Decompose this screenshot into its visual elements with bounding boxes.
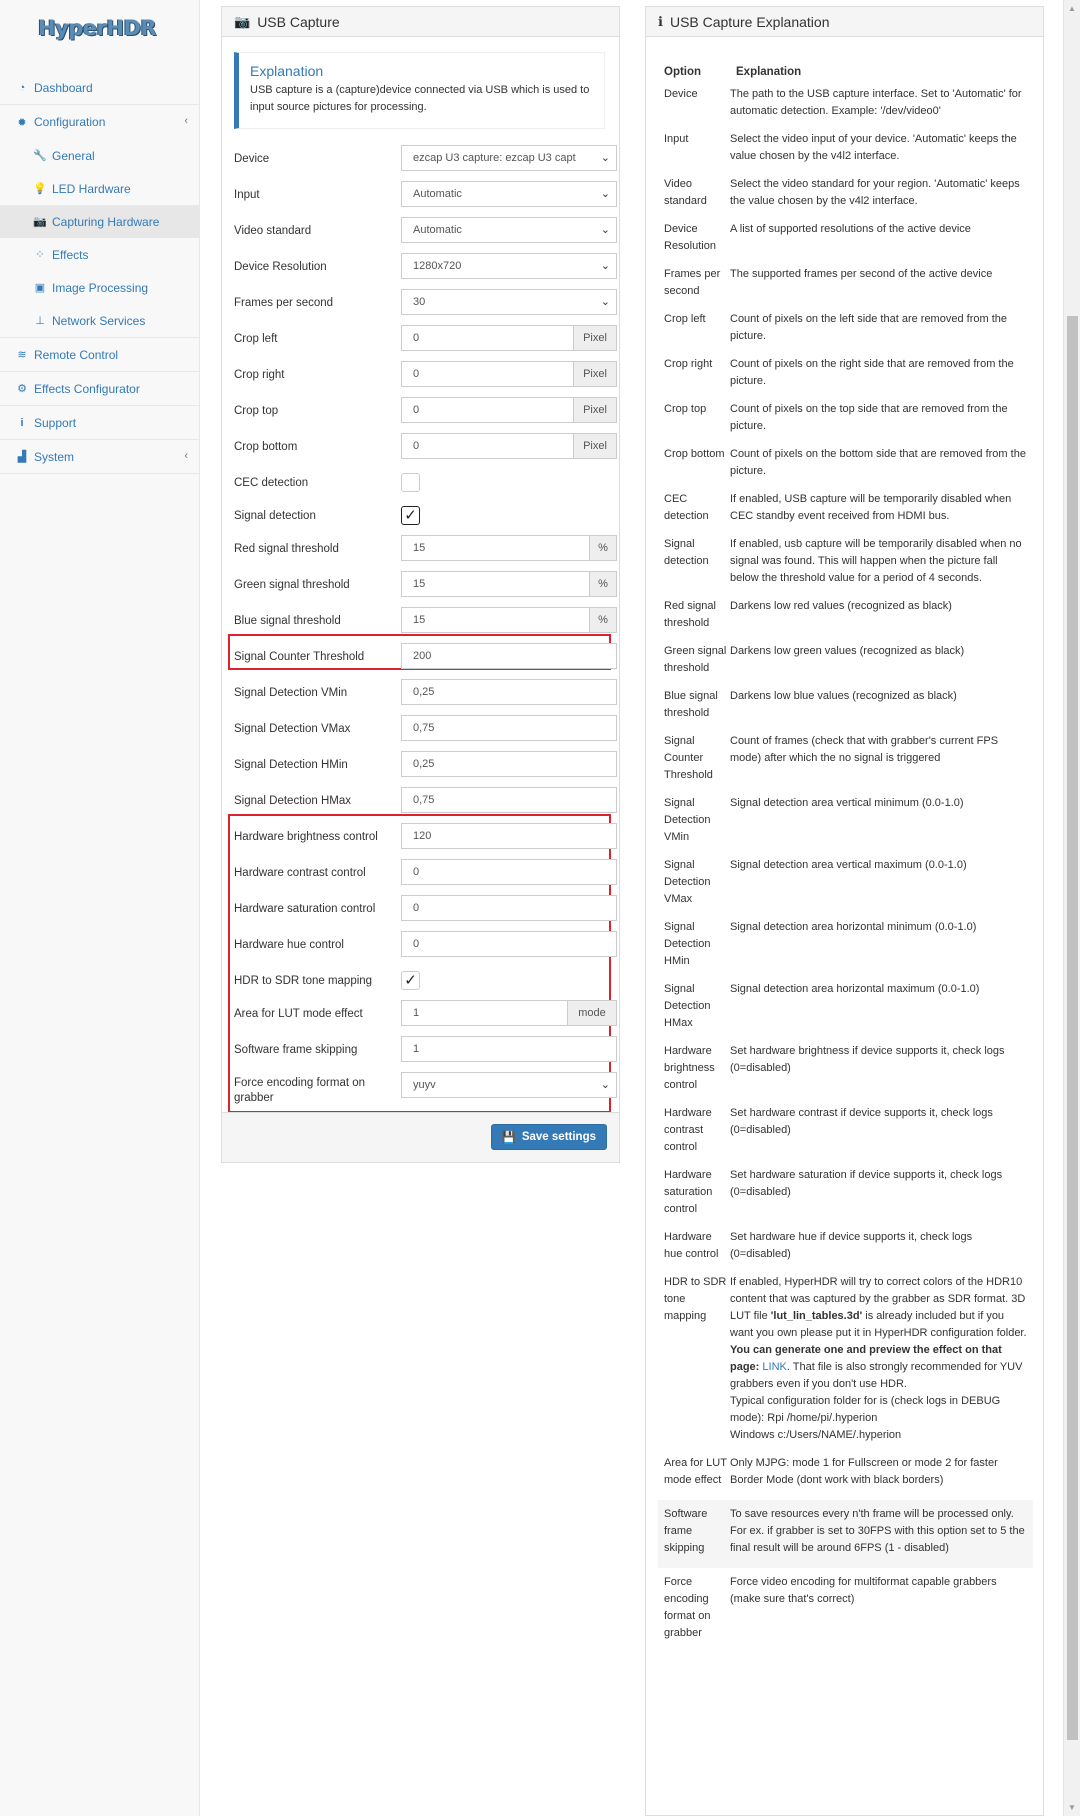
- fps-select[interactable]: [401, 289, 617, 315]
- video-standard-select[interactable]: [401, 217, 617, 243]
- sidebar-item-label: Network Services: [52, 313, 146, 328]
- option-cell: Crop right: [664, 358, 713, 370]
- chevron-down-icon: ⌄: [600, 224, 610, 236]
- sidebar-item-capturing-hardware[interactable]: [0, 205, 200, 238]
- camera-icon: 📷: [234, 13, 251, 29]
- option-cell: Signal Detection VMax: [664, 859, 711, 905]
- image-icon: ▣: [34, 282, 46, 294]
- sidebar-item-label: Effects Configurator: [34, 381, 140, 396]
- configuration-submenu: [0, 139, 200, 338]
- sidebar-item-general[interactable]: [0, 139, 200, 172]
- table-row: [658, 536, 1033, 598]
- explanation-cell: The path to the USB capture interface. Set to 'Automatic' for automatic detection. Example: '/dev/video0': [730, 88, 1022, 117]
- table-row: [658, 131, 1033, 176]
- signal-counter-row: [234, 643, 605, 671]
- table-row: [658, 1568, 1033, 1653]
- table-row: [658, 688, 1033, 733]
- device-select[interactable]: [401, 145, 617, 171]
- crop-right-row: [234, 361, 605, 389]
- chevron-left-icon: ‹: [184, 450, 188, 462]
- callout-text: USB capture is a (capture)device connected via USB which is used to input source pictures for processing.: [250, 84, 590, 113]
- explanation-cell: To save resources every n'th frame will be processed only. For ex. if grabber is set to 30FPS with this option set to 5 the final result will be around 6FPS (1 - disabled): [730, 1500, 1033, 1568]
- red-threshold-input[interactable]: 15: [401, 535, 590, 561]
- explanation-text: Typical configuration folder for is (check logs in DEBUG mode): Rpi /home/pi/.hyperion: [730, 1395, 1001, 1424]
- sidebar-item-configuration[interactable]: [0, 105, 200, 139]
- table-row: [658, 1455, 1033, 1500]
- explanation-cell: Signal detection area horizontal minimum (0.0-1.0): [730, 921, 977, 933]
- option-cell: Input: [664, 133, 689, 145]
- vmax-row: [234, 715, 605, 743]
- vmin-label: Signal Detection VMin: [234, 687, 348, 699]
- table-row: [658, 1167, 1033, 1229]
- lut-area-label: Area for LUT mode effect: [234, 1008, 363, 1020]
- sidebar-item-label: Configuration: [34, 115, 106, 129]
- explanation-cell: A list of supported resolutions of the active device: [730, 223, 971, 235]
- sidebar-item-network-services[interactable]: [0, 304, 200, 337]
- unit-addon: Pixel: [574, 397, 617, 423]
- explanation-cell: Count of frames (check that with grabber's current FPS mode) after which the no signal is triggered: [730, 735, 999, 764]
- input-label: Input: [234, 189, 260, 201]
- explanation-cell: Darkens low green values (recognized as black): [730, 645, 965, 657]
- red-threshold-row: [234, 535, 608, 563]
- option-cell: Crop top: [664, 403, 707, 415]
- frame-skip-row: [234, 1036, 605, 1064]
- option-cell: Signal Detection HMax: [664, 983, 711, 1029]
- option-cell: Signal detection: [664, 538, 709, 567]
- sidebar-item-support[interactable]: [0, 406, 200, 440]
- explanation-cell: Signal detection area vertical minimum (0.0-1.0): [730, 797, 964, 809]
- table-row: [658, 1274, 1033, 1455]
- hw-contrast-input[interactable]: 0: [401, 859, 617, 885]
- force-encoding-value: yuyv: [413, 1079, 436, 1091]
- chevron-down-icon: ⌄: [600, 260, 610, 272]
- column-header: Option: [664, 66, 702, 78]
- crop-bottom-row: [234, 433, 605, 461]
- option-cell: Device: [664, 88, 698, 100]
- usb-capture-panel: [221, 6, 620, 1163]
- table-row: [658, 1229, 1033, 1274]
- crop-right-label: Crop right: [234, 369, 285, 381]
- explanation-cell: Set hardware brightness if device supports it, check logs (0=disabled): [730, 1045, 1005, 1074]
- chevron-down-icon: ⌄: [600, 152, 610, 164]
- video-standard-row: [234, 217, 610, 245]
- explanation-cell: Select the video input of your device. 'Automatic' keeps the value chosen by the v4l2 interface.: [730, 133, 1017, 162]
- hdr-to-sdr-label: HDR to SDR tone mapping: [234, 975, 373, 987]
- sidebar-item-label: Remote Control: [34, 347, 119, 362]
- option-cell: Area for LUT mode effect: [664, 1457, 727, 1486]
- camera-icon: 📷: [33, 216, 47, 228]
- fps-row: [234, 289, 610, 317]
- option-cell: HDR to SDR tone mapping: [664, 1276, 727, 1322]
- explanation-cell: Only MJPG: mode 1 for Fullscreen or mode 2 for faster Border Mode (dont work with black borders): [730, 1457, 998, 1486]
- signal-detection-row: [234, 502, 605, 530]
- explanation-text: Windows c:/Users/NAME/.hyperion: [730, 1429, 902, 1441]
- lut-area-row: [234, 1000, 605, 1028]
- hdr-to-sdr-checkbox[interactable]: [401, 971, 420, 990]
- sidebar-item-label: Capturing Hardware: [52, 214, 160, 229]
- explanation-cell: Count of pixels on the bottom side that are removed from the picture.: [730, 448, 1026, 477]
- chevron-down-icon: ⌄: [600, 1079, 610, 1091]
- fps-label: Frames per second: [234, 297, 334, 309]
- option-cell: Signal Detection HMin: [664, 921, 711, 967]
- explanation-cell: If enabled, usb capture will be temporarily disabled when no signal was found. This will happen when the picture fall below the threshold value for a period of 4 seconds.: [730, 538, 1022, 584]
- crop-left-row: [234, 325, 605, 353]
- crop-top-input[interactable]: 0: [401, 397, 574, 423]
- green-threshold-row: [234, 571, 608, 599]
- explanation-cell: Select the video standard for your region. 'Automatic' keeps the value chosen by the v4l2 interface.: [730, 178, 1020, 207]
- table-row: [658, 1105, 1033, 1167]
- explanation-cell: Darkens low red values (recognized as black): [730, 600, 952, 612]
- video-standard-value: Automatic: [413, 224, 462, 236]
- option-cell: Signal Counter Threshold: [664, 735, 713, 781]
- device-row: [234, 145, 610, 173]
- option-cell: Frames per second: [664, 268, 721, 297]
- unit-addon: Pixel: [574, 433, 617, 459]
- crop-left-input[interactable]: 0: [401, 325, 574, 351]
- lut-area-input[interactable]: 1: [401, 1000, 568, 1026]
- table-row: [658, 266, 1033, 311]
- explanation-cell: Count of pixels on the top side that are removed from the picture.: [730, 403, 1008, 432]
- option-cell: CEC detection: [664, 493, 709, 522]
- crop-top-label: Crop top: [234, 405, 279, 417]
- hw-hue-row: [234, 931, 605, 959]
- sidebar-item-led-hardware[interactable]: [0, 172, 200, 205]
- panel-footer: [222, 1112, 619, 1162]
- cec-detection-row: [234, 469, 605, 497]
- unit-addon: Pixel: [574, 361, 617, 387]
- hw-saturation-label: Hardware saturation control: [234, 903, 376, 915]
- signal-detection-checkbox[interactable]: [401, 506, 420, 525]
- explanation-emphasis: You can generate one and preview the effect on that page:: [730, 1344, 1002, 1373]
- device-resolution-row: [234, 253, 610, 281]
- table-row: [658, 86, 1033, 131]
- hw-hue-label: Hardware hue control: [234, 939, 344, 951]
- panel-heading: [222, 7, 619, 37]
- hw-hue-input[interactable]: 0: [401, 931, 617, 957]
- crop-bottom-input[interactable]: 0: [401, 433, 574, 459]
- explanation-callout: [234, 52, 605, 129]
- hw-brightness-input[interactable]: 120: [401, 823, 617, 849]
- vmax-label: Signal Detection VMax: [234, 723, 351, 735]
- explanation-cell: Set hardware contrast if device supports it, check logs (0=disabled): [730, 1107, 993, 1136]
- table-row: [658, 598, 1033, 643]
- unit-addon: mode: [568, 1000, 617, 1026]
- signal-counter-input[interactable]: 200: [401, 643, 617, 669]
- sidebar-item-label: Support: [34, 415, 77, 430]
- hmax-label: Signal Detection HMax: [234, 795, 351, 807]
- table-row: [658, 733, 1033, 795]
- crop-top-row: [234, 397, 605, 425]
- green-threshold-input[interactable]: 15: [401, 571, 590, 597]
- explanation-panel: [645, 6, 1044, 1816]
- sidebar-item-label: System: [34, 449, 75, 464]
- dashboard-icon: ◔: [18, 81, 26, 94]
- input-select[interactable]: [401, 181, 617, 207]
- blue-threshold-label: Blue signal threshold: [234, 615, 341, 627]
- panel-title: USB Capture Explanation: [669, 13, 830, 30]
- crop-right-input[interactable]: 0: [401, 361, 574, 387]
- red-threshold-label: Red signal threshold: [234, 543, 339, 555]
- explanation-text: is already included but if you want you own please put it in HyperHDR configuration folder.: [730, 1310, 1027, 1339]
- crop-bottom-label: Crop bottom: [234, 441, 298, 453]
- device-resolution-value: 1280x720: [413, 260, 462, 272]
- sidebar-item-label: Effects: [52, 247, 89, 262]
- bulb-icon: 💡: [33, 183, 47, 195]
- force-encoding-select[interactable]: [401, 1072, 617, 1098]
- frame-skip-input[interactable]: 1: [401, 1036, 617, 1062]
- panel-title: USB Capture: [257, 13, 340, 30]
- explanation-cell: Darkens low blue values (recognized as black): [730, 690, 957, 702]
- option-cell: Hardware contrast control: [664, 1107, 712, 1153]
- save-button-label: Save settings: [521, 1131, 596, 1143]
- cec-detection-checkbox[interactable]: [401, 473, 420, 492]
- chart-icon: ▟: [17, 451, 27, 463]
- table-row-highlighted: [658, 1500, 1033, 1568]
- explanation-cell: [730, 1274, 1033, 1455]
- cec-detection-label: CEC detection: [234, 477, 309, 489]
- device-resolution-select[interactable]: [401, 253, 617, 279]
- option-cell: Green signal threshold: [664, 645, 727, 674]
- explanation-cell: If enabled, USB capture will be temporarily disabled when CEC standby event received from HDMI bus.: [730, 493, 1012, 522]
- table-row: [658, 176, 1033, 221]
- wifi-icon: ≋: [17, 349, 27, 361]
- explanation-table-body: [658, 86, 1033, 1653]
- hw-saturation-input[interactable]: 0: [401, 895, 617, 921]
- vmin-input[interactable]: 0,25: [401, 679, 617, 705]
- option-cell: Video standard: [664, 178, 707, 207]
- unit-addon: %: [590, 571, 617, 597]
- sidebar-item-label: General: [52, 148, 95, 163]
- table-row: [658, 1043, 1033, 1105]
- hw-saturation-row: [234, 895, 605, 923]
- sidebar-item-effects-configurator[interactable]: [0, 372, 200, 406]
- explanation-cell: Set hardware saturation if device supports it, check logs (0=disabled): [730, 1169, 1003, 1198]
- chevron-down-icon: ⌄: [600, 188, 610, 200]
- hmax-input[interactable]: 0,75: [401, 787, 617, 813]
- input-value: Automatic: [413, 188, 462, 200]
- device-label: Device: [234, 153, 270, 165]
- sidebar-nav: [0, 71, 200, 474]
- green-threshold-label: Green signal threshold: [234, 579, 350, 591]
- table-header: [658, 60, 1033, 86]
- table-row: [658, 356, 1033, 401]
- hw-contrast-label: Hardware contrast control: [234, 867, 366, 879]
- vmin-row: [234, 679, 605, 707]
- explanation-cell: Signal detection area horizontal maximum (0.0-1.0): [730, 983, 980, 995]
- save-settings-button[interactable]: [491, 1124, 607, 1150]
- check-icon: ✓: [404, 507, 417, 524]
- force-encoding-label: Force encoding format on grabber: [234, 1077, 366, 1104]
- info-icon: i: [20, 416, 24, 429]
- sidebar-item-label: Image Processing: [52, 280, 149, 295]
- chevron-left-icon: ‹: [184, 115, 188, 127]
- option-cell: Red signal threshold: [664, 600, 716, 629]
- signal-counter-label: Signal Counter Threshold: [234, 651, 365, 663]
- page-scrollbar[interactable]: [1063, 0, 1080, 1816]
- save-icon: 💾: [501, 1132, 516, 1144]
- table-row: [658, 857, 1033, 919]
- table-row: [658, 643, 1033, 688]
- hmin-input[interactable]: 0,25: [401, 751, 617, 777]
- option-cell: Device Resolution: [664, 223, 716, 252]
- option-cell: Crop left: [664, 313, 706, 325]
- sidebar-item-effects[interactable]: [0, 238, 200, 271]
- option-cell: Software frame skipping: [658, 1500, 730, 1568]
- option-cell: Force encoding format on grabber: [664, 1576, 711, 1639]
- table-row: [658, 919, 1033, 981]
- info-circle-icon: ℹ: [658, 13, 663, 29]
- sidebar-item-dashboard[interactable]: [0, 71, 200, 105]
- explanation-cell: Count of pixels on the left side that are removed from the picture.: [730, 313, 1007, 342]
- chevron-down-icon: ⌄: [600, 296, 610, 308]
- sidebar-item-label: Dashboard: [34, 80, 93, 95]
- table-row: [658, 311, 1033, 356]
- hmax-row: [234, 787, 605, 815]
- callout-title: Explanation: [250, 63, 324, 79]
- unit-addon: Pixel: [574, 325, 617, 351]
- hw-brightness-label: Hardware brightness control: [234, 831, 378, 843]
- column-header: Explanation: [736, 66, 802, 78]
- explanation-text: . That file is also strongly recommended for YUV grabbers even if you don't use HDR.: [730, 1361, 1023, 1390]
- input-row: [234, 181, 610, 209]
- scroll-up-icon[interactable]: ▲: [1068, 4, 1076, 13]
- explanation-cell: Signal detection area vertical maximum (0.0-1.0): [730, 859, 967, 871]
- force-encoding-row: [234, 1072, 610, 1104]
- fps-value: 30: [413, 296, 426, 308]
- option-cell: Signal Detection VMin: [664, 797, 711, 843]
- sidebar-item-image-processing[interactable]: [0, 271, 200, 304]
- sitemap-icon: ⊥: [35, 315, 45, 327]
- blue-threshold-input[interactable]: 15: [401, 607, 590, 633]
- cog-icon: ✹: [17, 116, 27, 129]
- hmin-row: [234, 751, 605, 779]
- table-row: [658, 446, 1033, 491]
- option-cell: Hardware hue control: [664, 1231, 719, 1260]
- vmax-input[interactable]: 0,75: [401, 715, 617, 741]
- signal-detection-label: Signal detection: [234, 510, 316, 522]
- cogs-icon: ⚙: [17, 383, 27, 395]
- hmin-label: Signal Detection HMin: [234, 759, 348, 771]
- blue-threshold-row: [234, 607, 608, 635]
- explanation-cell: The supported frames per second of the active device: [730, 268, 993, 280]
- table-row: [658, 221, 1033, 266]
- frame-skip-label: Software frame skipping: [234, 1044, 358, 1056]
- device-value: ezcap U3 capture: ezcap U3 capt: [413, 152, 576, 164]
- lut-generator-link[interactable]: LINK: [762, 1361, 787, 1373]
- sidebar-item-label: LED Hardware: [52, 181, 131, 196]
- unit-addon: %: [590, 535, 617, 561]
- option-cell: Crop bottom: [664, 448, 725, 460]
- panel-heading: [646, 7, 1043, 37]
- explanation-table: [658, 60, 1033, 1653]
- explanation-text: If enabled, HyperHDR will try to correct colors of the HDR10 content that was captured by the grabber as SDR format. 3D LUT file: [730, 1276, 1026, 1322]
- crop-left-label: Crop left: [234, 333, 278, 345]
- hdr-to-sdr-row: [234, 967, 605, 995]
- brand-logo[interactable]: HyperHDR: [38, 16, 157, 40]
- table-row: [658, 981, 1033, 1043]
- explanation-filename: 'lut_lin_tables.3d': [770, 1310, 863, 1322]
- option-cell: Hardware saturation control: [664, 1169, 713, 1215]
- wrench-icon: 🔧: [33, 150, 47, 162]
- sidebar-item-remote-control[interactable]: [0, 338, 200, 372]
- check-icon: ✓: [404, 972, 417, 989]
- explanation-cell: Set hardware hue if device supports it, check logs (0=disabled): [730, 1231, 973, 1260]
- spinner-icon: ⁘: [35, 249, 45, 261]
- hw-brightness-row: [234, 823, 605, 851]
- explanation-cell: Force video encoding for multiformat capable grabbers (make sure that's correct): [730, 1576, 997, 1605]
- hw-contrast-row: [234, 859, 605, 887]
- table-row: [658, 795, 1033, 857]
- sidebar-item-system[interactable]: [0, 440, 200, 474]
- option-cell: Hardware brightness control: [664, 1045, 715, 1091]
- unit-addon: %: [590, 607, 617, 633]
- device-resolution-label: Device Resolution: [234, 261, 327, 273]
- sidebar: [0, 0, 200, 1816]
- scrollbar-thumb[interactable]: [1067, 316, 1078, 1740]
- table-row: [658, 491, 1033, 536]
- explanation-cell: Count of pixels on the right side that are removed from the picture.: [730, 358, 1014, 387]
- table-row: [658, 401, 1033, 446]
- option-cell: Blue signal threshold: [664, 690, 718, 719]
- video-standard-label: Video standard: [234, 225, 312, 237]
- scroll-down-icon[interactable]: ▼: [1068, 1803, 1076, 1812]
